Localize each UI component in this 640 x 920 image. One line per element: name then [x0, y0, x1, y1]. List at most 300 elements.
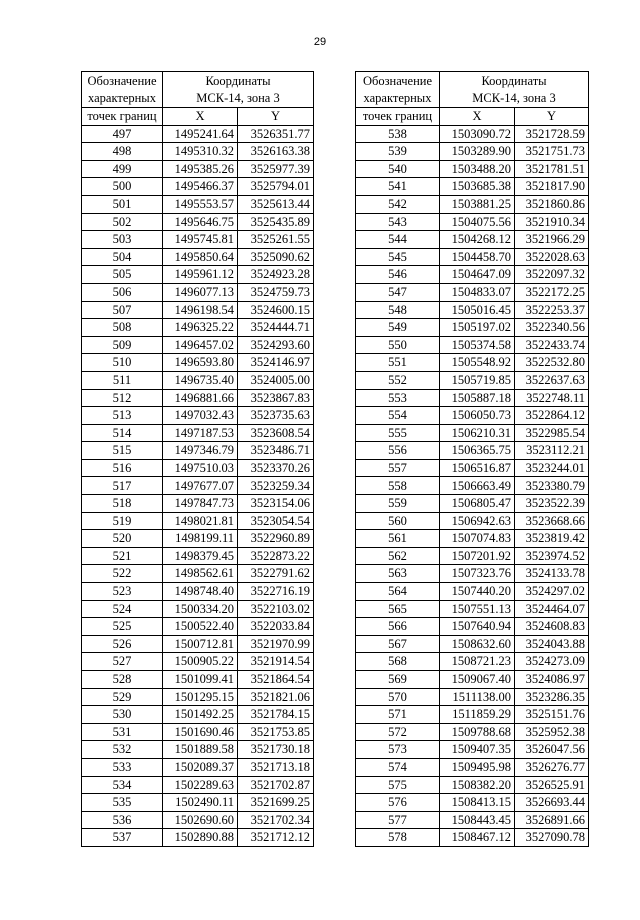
table-row: [356, 178, 589, 196]
y-coordinate-cell: 3526351.77: [238, 125, 314, 143]
point-number-cell: 524: [82, 600, 163, 618]
y-coordinate-cell: 3524146.97: [238, 354, 314, 372]
table-row: [82, 354, 314, 372]
y-coordinate-cell: 3522433.74: [515, 336, 589, 354]
x-coordinate-cell: 1496077.13: [163, 283, 238, 301]
designation-header-line3: точек границ: [82, 108, 163, 126]
x-coordinate-cell: 1495385.26: [163, 160, 238, 178]
point-number-cell: 561: [356, 530, 440, 548]
point-number-cell: 503: [82, 231, 163, 249]
x-coordinate-cell: 1505548.92: [440, 354, 515, 372]
x-coordinate-cell: 1501295.15: [163, 688, 238, 706]
x-coordinate-cell: 1497847.73: [163, 495, 238, 513]
y-coordinate-cell: 3522028.63: [515, 248, 589, 266]
designation-header: [356, 72, 440, 108]
point-number-cell: 513: [82, 407, 163, 425]
x-coordinate-cell: 1500905.22: [163, 653, 238, 671]
point-number-cell: 502: [82, 213, 163, 231]
y-coordinate-cell: 3524464.07: [515, 600, 589, 618]
y-coordinate-cell: 3522033.84: [238, 618, 314, 636]
point-number-cell: 510: [82, 354, 163, 372]
point-number-cell: 548: [356, 301, 440, 319]
designation-line: Обозначение: [87, 74, 157, 88]
point-number-cell: 517: [82, 477, 163, 495]
table-row: [82, 231, 314, 249]
y-coordinate-cell: 3526525.91: [515, 776, 589, 794]
x-coordinate-cell: 1509067.40: [440, 671, 515, 689]
point-number-cell: 525: [82, 618, 163, 636]
table-row: [82, 459, 314, 477]
point-number-cell: 573: [356, 741, 440, 759]
y-coordinate-cell: 3523370.26: [238, 459, 314, 477]
table-row: [356, 195, 589, 213]
x-coordinate-cell: 1504075.56: [440, 213, 515, 231]
point-number-cell: 511: [82, 371, 163, 389]
table-row: [356, 495, 589, 513]
point-number-cell: 556: [356, 442, 440, 460]
point-number-cell: 522: [82, 565, 163, 583]
table-row: [356, 565, 589, 583]
y-coordinate-cell: 3525613.44: [238, 195, 314, 213]
x-coordinate-cell: 1497677.07: [163, 477, 238, 495]
x-coordinate-cell: 1505197.02: [440, 319, 515, 337]
point-number-cell: 509: [82, 336, 163, 354]
table-row: [356, 477, 589, 495]
x-coordinate-cell: 1511138.00: [440, 688, 515, 706]
table-row: [356, 231, 589, 249]
coordinates-header: [163, 72, 314, 108]
table-row: [356, 336, 589, 354]
point-number-cell: 574: [356, 758, 440, 776]
x-coordinate-cell: 1498021.81: [163, 512, 238, 530]
point-number-cell: 544: [356, 231, 440, 249]
y-coordinate-cell: 3523380.79: [515, 477, 589, 495]
x-coordinate-cell: 1502890.88: [163, 829, 238, 847]
coordinates-header: [440, 72, 589, 108]
y-coordinate-cell: 3522253.37: [515, 301, 589, 319]
point-number-cell: 570: [356, 688, 440, 706]
y-coordinate-cell: 3522097.32: [515, 266, 589, 284]
point-number-cell: 520: [82, 530, 163, 548]
table-row: [82, 442, 314, 460]
y-coordinate-cell: 3522103.02: [238, 600, 314, 618]
table-row: [82, 371, 314, 389]
y-coordinate-cell: 3523259.34: [238, 477, 314, 495]
y-coordinate-cell: 3522716.19: [238, 583, 314, 601]
x-coordinate-cell: 1506942.63: [440, 512, 515, 530]
table-row: [356, 213, 589, 231]
point-number-cell: 553: [356, 389, 440, 407]
point-number-cell: 521: [82, 547, 163, 565]
table-row: [82, 618, 314, 636]
table-row: [82, 635, 314, 653]
x-coordinate-cell: 1507440.20: [440, 583, 515, 601]
y-coordinate-cell: 3521702.87: [238, 776, 314, 794]
table-row: [356, 407, 589, 425]
point-number-cell: 529: [82, 688, 163, 706]
point-number-cell: 557: [356, 459, 440, 477]
point-number-cell: 568: [356, 653, 440, 671]
x-coordinate-cell: 1504268.12: [440, 231, 515, 249]
point-number-cell: 523: [82, 583, 163, 601]
y-coordinate-cell: 3522637.63: [515, 371, 589, 389]
table-row: [82, 600, 314, 618]
point-number-cell: 571: [356, 706, 440, 724]
point-number-cell: 506: [82, 283, 163, 301]
y-coordinate-cell: 3521712.12: [238, 829, 314, 847]
table-row: [356, 371, 589, 389]
y-coordinate-cell: 3524759.73: [238, 283, 314, 301]
coordinates-line: МСК-14, зона 3: [472, 90, 556, 105]
point-number-cell: 558: [356, 477, 440, 495]
x-coordinate-cell: 1511859.29: [440, 706, 515, 724]
point-number-cell: 526: [82, 635, 163, 653]
y-coordinate-cell: 3524600.15: [238, 301, 314, 319]
x-coordinate-cell: 1495646.75: [163, 213, 238, 231]
y-coordinate-cell: 3521753.85: [238, 723, 314, 741]
table-row: [82, 829, 314, 847]
x-coordinate-cell: 1497187.53: [163, 424, 238, 442]
table-row: [356, 635, 589, 653]
y-coordinate-cell: 3521821.06: [238, 688, 314, 706]
table-row: [356, 283, 589, 301]
y-coordinate-cell: 3521702.34: [238, 811, 314, 829]
point-number-cell: 545: [356, 248, 440, 266]
y-coordinate-cell: 3525090.62: [238, 248, 314, 266]
table-row: [82, 389, 314, 407]
point-number-cell: 500: [82, 178, 163, 196]
point-number-cell: 514: [82, 424, 163, 442]
y-coordinate-cell: 3523735.63: [238, 407, 314, 425]
x-coordinate-cell: 1504458.70: [440, 248, 515, 266]
y-coordinate-cell: 3525151.76: [515, 706, 589, 724]
point-number-cell: 550: [356, 336, 440, 354]
x-coordinate-cell: 1496735.40: [163, 371, 238, 389]
x-coordinate-cell: 1503090.72: [440, 125, 515, 143]
y-coordinate-cell: 3526163.38: [238, 143, 314, 161]
designation-line: характерных: [88, 90, 156, 105]
y-coordinate-cell: 3523486.71: [238, 442, 314, 460]
point-number-cell: 541: [356, 178, 440, 196]
coordinates-table-right: [355, 71, 589, 847]
table-row: [356, 653, 589, 671]
table-row: [82, 248, 314, 266]
x-header: X: [440, 108, 515, 126]
table-row: [82, 477, 314, 495]
y-coordinate-cell: 3522985.54: [515, 424, 589, 442]
x-coordinate-cell: 1508632.60: [440, 635, 515, 653]
y-coordinate-cell: 3524293.60: [238, 336, 314, 354]
point-number-cell: 531: [82, 723, 163, 741]
x-coordinate-cell: 1503289.90: [440, 143, 515, 161]
table-row: [356, 829, 589, 847]
x-coordinate-cell: 1495466.37: [163, 178, 238, 196]
table-row: [356, 248, 589, 266]
table-row: [356, 723, 589, 741]
x-coordinate-cell: 1506663.49: [440, 477, 515, 495]
page-number: 29: [313, 36, 327, 48]
y-coordinate-cell: 3525435.89: [238, 213, 314, 231]
x-coordinate-cell: 1507640.94: [440, 618, 515, 636]
x-coordinate-cell: 1508721.23: [440, 653, 515, 671]
y-coordinate-cell: 3525977.39: [238, 160, 314, 178]
point-number-cell: 528: [82, 671, 163, 689]
point-number-cell: 533: [82, 758, 163, 776]
y-coordinate-cell: 3522960.89: [238, 530, 314, 548]
y-coordinate-cell: 3523286.35: [515, 688, 589, 706]
table-row: [356, 424, 589, 442]
point-number-cell: 567: [356, 635, 440, 653]
point-number-cell: 549: [356, 319, 440, 337]
point-number-cell: 565: [356, 600, 440, 618]
x-coordinate-cell: 1505887.18: [440, 389, 515, 407]
x-coordinate-cell: 1500522.40: [163, 618, 238, 636]
point-number-cell: 532: [82, 741, 163, 759]
point-number-cell: 569: [356, 671, 440, 689]
y-coordinate-cell: 3523054.54: [238, 512, 314, 530]
point-number-cell: 566: [356, 618, 440, 636]
y-coordinate-cell: 3523867.83: [238, 389, 314, 407]
x-coordinate-cell: 1498562.61: [163, 565, 238, 583]
table-row: [82, 143, 314, 161]
x-coordinate-cell: 1495961.12: [163, 266, 238, 284]
point-number-cell: 534: [82, 776, 163, 794]
table-row: [82, 160, 314, 178]
table-row: [82, 671, 314, 689]
x-coordinate-cell: 1508467.12: [440, 829, 515, 847]
x-coordinate-cell: 1508413.15: [440, 794, 515, 812]
x-coordinate-cell: 1496593.80: [163, 354, 238, 372]
x-coordinate-cell: 1508382.20: [440, 776, 515, 794]
x-coordinate-cell: 1503488.20: [440, 160, 515, 178]
table-row: [356, 741, 589, 759]
y-coordinate-cell: 3526047.56: [515, 741, 589, 759]
table-row: [356, 706, 589, 724]
y-coordinate-cell: 3523154.06: [238, 495, 314, 513]
x-coordinate-cell: 1496325.22: [163, 319, 238, 337]
x-coordinate-cell: 1508443.45: [440, 811, 515, 829]
y-coordinate-cell: 3521730.18: [238, 741, 314, 759]
table-row: [82, 266, 314, 284]
y-coordinate-cell: 3524297.02: [515, 583, 589, 601]
point-number-cell: 554: [356, 407, 440, 425]
table-row: [356, 583, 589, 601]
point-number-cell: 535: [82, 794, 163, 812]
y-coordinate-cell: 3521817.90: [515, 178, 589, 196]
table-row: [82, 319, 314, 337]
x-coordinate-cell: 1509495.98: [440, 758, 515, 776]
header-row: [356, 108, 589, 126]
point-number-cell: 507: [82, 301, 163, 319]
y-coordinate-cell: 3525952.38: [515, 723, 589, 741]
x-coordinate-cell: 1503881.25: [440, 195, 515, 213]
x-coordinate-cell: 1502289.63: [163, 776, 238, 794]
y-coordinate-cell: 3521966.29: [515, 231, 589, 249]
point-number-cell: 555: [356, 424, 440, 442]
x-coordinate-cell: 1507551.13: [440, 600, 515, 618]
table-row: [82, 811, 314, 829]
x-coordinate-cell: 1506516.87: [440, 459, 515, 477]
x-coordinate-cell: 1501690.46: [163, 723, 238, 741]
point-number-cell: 560: [356, 512, 440, 530]
y-coordinate-cell: 3524043.88: [515, 635, 589, 653]
y-coordinate-cell: 3521781.51: [515, 160, 589, 178]
x-coordinate-cell: 1497032.43: [163, 407, 238, 425]
y-coordinate-cell: 3526276.77: [515, 758, 589, 776]
table-row: [356, 301, 589, 319]
table-row: [356, 319, 589, 337]
x-coordinate-cell: 1496881.66: [163, 389, 238, 407]
y-coordinate-cell: 3524273.09: [515, 653, 589, 671]
x-coordinate-cell: 1496198.54: [163, 301, 238, 319]
y-coordinate-cell: 3522748.11: [515, 389, 589, 407]
x-coordinate-cell: 1497510.03: [163, 459, 238, 477]
x-coordinate-cell: 1500334.20: [163, 600, 238, 618]
y-coordinate-cell: 3524005.00: [238, 371, 314, 389]
table-row: [82, 195, 314, 213]
y-coordinate-cell: 3523522.39: [515, 495, 589, 513]
table-row: [82, 706, 314, 724]
y-coordinate-cell: 3522340.56: [515, 319, 589, 337]
x-coordinate-cell: 1507074.83: [440, 530, 515, 548]
x-header: X: [163, 108, 238, 126]
point-number-cell: 530: [82, 706, 163, 724]
y-coordinate-cell: 3523668.66: [515, 512, 589, 530]
x-coordinate-cell: 1505016.45: [440, 301, 515, 319]
point-number-cell: 542: [356, 195, 440, 213]
x-coordinate-cell: 1504647.09: [440, 266, 515, 284]
table-row: [82, 758, 314, 776]
table-row: [356, 354, 589, 372]
y-coordinate-cell: 3524133.78: [515, 565, 589, 583]
table-row: [82, 547, 314, 565]
table-row: [82, 530, 314, 548]
y-coordinate-cell: 3521784.15: [238, 706, 314, 724]
y-coordinate-cell: 3521910.34: [515, 213, 589, 231]
point-number-cell: 505: [82, 266, 163, 284]
y-coordinate-cell: 3526891.66: [515, 811, 589, 829]
x-coordinate-cell: 1507323.76: [440, 565, 515, 583]
point-number-cell: 499: [82, 160, 163, 178]
x-coordinate-cell: 1506050.73: [440, 407, 515, 425]
point-number-cell: 527: [82, 653, 163, 671]
coordinates-table-left: [81, 71, 314, 847]
x-coordinate-cell: 1497346.79: [163, 442, 238, 460]
point-number-cell: 515: [82, 442, 163, 460]
y-coordinate-cell: 3521970.99: [238, 635, 314, 653]
coordinates-line: МСК-14, зона 3: [196, 90, 280, 105]
table-row: [356, 143, 589, 161]
x-coordinate-cell: 1506365.75: [440, 442, 515, 460]
table-row: [356, 512, 589, 530]
table-row: [82, 794, 314, 812]
table-row: [356, 442, 589, 460]
point-number-cell: 536: [82, 811, 163, 829]
x-coordinate-cell: 1495745.81: [163, 231, 238, 249]
point-number-cell: 543: [356, 213, 440, 231]
table-row: [356, 794, 589, 812]
table-row: [356, 688, 589, 706]
point-number-cell: 540: [356, 160, 440, 178]
designation-header-line3: точек границ: [356, 108, 440, 126]
y-coordinate-cell: 3521699.25: [238, 794, 314, 812]
table-row: [356, 671, 589, 689]
point-number-cell: 572: [356, 723, 440, 741]
y-coordinate-cell: 3521914.54: [238, 653, 314, 671]
table-row: [356, 125, 589, 143]
y-coordinate-cell: 3523974.52: [515, 547, 589, 565]
x-coordinate-cell: 1495850.64: [163, 248, 238, 266]
table-row: [82, 213, 314, 231]
table-row: [356, 459, 589, 477]
point-number-cell: 578: [356, 829, 440, 847]
x-coordinate-cell: 1505719.85: [440, 371, 515, 389]
table-row: [356, 600, 589, 618]
coordinates-line: Координаты: [205, 74, 271, 88]
point-number-cell: 518: [82, 495, 163, 513]
point-number-cell: 575: [356, 776, 440, 794]
table-row: [82, 301, 314, 319]
table-row: [82, 283, 314, 301]
x-coordinate-cell: 1505374.58: [440, 336, 515, 354]
y-coordinate-cell: 3523819.42: [515, 530, 589, 548]
x-coordinate-cell: 1506210.31: [440, 424, 515, 442]
table-row: [82, 565, 314, 583]
y-coordinate-cell: 3523112.21: [515, 442, 589, 460]
table-row: [356, 618, 589, 636]
y-coordinate-cell: 3523608.54: [238, 424, 314, 442]
point-number-cell: 538: [356, 125, 440, 143]
x-coordinate-cell: 1500712.81: [163, 635, 238, 653]
x-coordinate-cell: 1503685.38: [440, 178, 515, 196]
x-coordinate-cell: 1501099.41: [163, 671, 238, 689]
point-number-cell: 562: [356, 547, 440, 565]
point-number-cell: 498: [82, 143, 163, 161]
point-number-cell: 516: [82, 459, 163, 477]
y-coordinate-cell: 3524444.71: [238, 319, 314, 337]
point-number-cell: 497: [82, 125, 163, 143]
table-row: [356, 389, 589, 407]
x-coordinate-cell: 1504833.07: [440, 283, 515, 301]
table-row: [356, 530, 589, 548]
y-coordinate-cell: 3525794.01: [238, 178, 314, 196]
point-number-cell: 547: [356, 283, 440, 301]
x-coordinate-cell: 1502089.37: [163, 758, 238, 776]
x-coordinate-cell: 1498199.11: [163, 530, 238, 548]
table-row: [82, 495, 314, 513]
designation-header: [82, 72, 163, 108]
y-coordinate-cell: 3522791.62: [238, 565, 314, 583]
x-coordinate-cell: 1495241.64: [163, 125, 238, 143]
point-number-cell: 504: [82, 248, 163, 266]
x-coordinate-cell: 1506805.47: [440, 495, 515, 513]
coordinates-line: Координаты: [481, 74, 547, 88]
table-row: [82, 407, 314, 425]
table-row: [356, 758, 589, 776]
point-number-cell: 508: [82, 319, 163, 337]
designation-line: характерных: [363, 90, 432, 105]
point-number-cell: 576: [356, 794, 440, 812]
table-row: [82, 512, 314, 530]
y-coordinate-cell: 3523244.01: [515, 459, 589, 477]
y-coordinate-cell: 3525261.55: [238, 231, 314, 249]
table-row: [82, 424, 314, 442]
table-row: [82, 125, 314, 143]
point-number-cell: 563: [356, 565, 440, 583]
point-number-cell: 512: [82, 389, 163, 407]
table-row: [356, 811, 589, 829]
table-row: [82, 178, 314, 196]
